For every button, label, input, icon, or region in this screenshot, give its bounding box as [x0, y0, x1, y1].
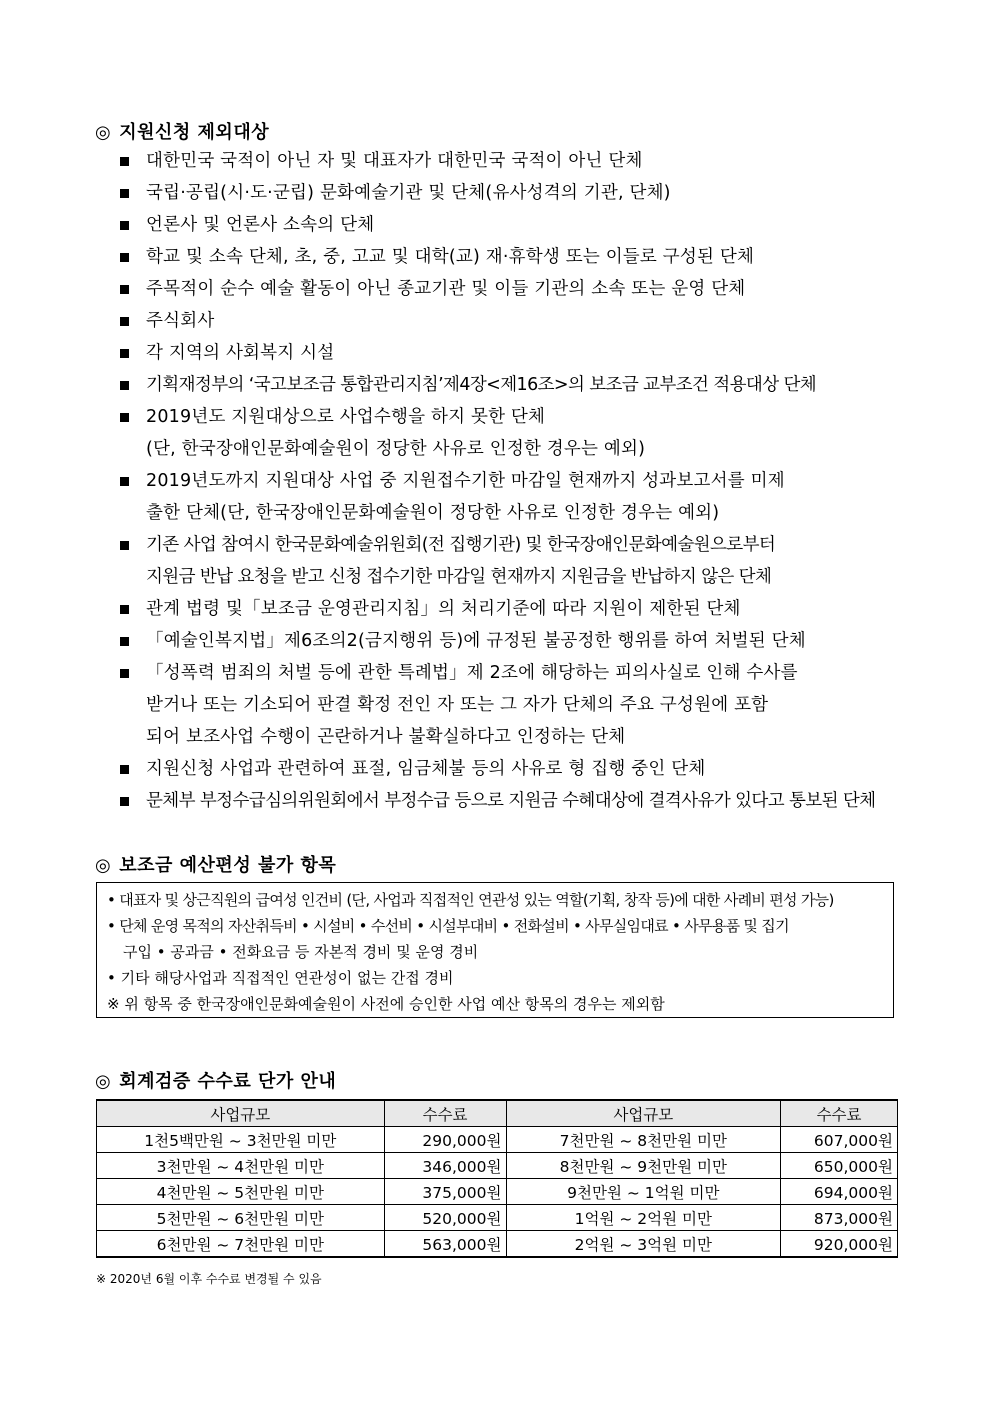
fee-cell: 607,000원	[781, 1127, 898, 1153]
square-bullet-icon	[120, 765, 129, 774]
fee-cell: 375,000원	[384, 1179, 506, 1205]
square-bullet-icon	[120, 253, 129, 262]
budget-line: 구입 • 공과금 • 전화요금 등 자본적 경비 및 운영 경비	[123, 943, 479, 961]
exclusion-item	[118, 593, 908, 625]
double-circle-icon: ◎	[95, 122, 112, 143]
budget-note: ※ 위 항목 중 한국장애인문화예술원이 사전에 승인한 사업 예산 항목의 경우는 제외함	[107, 995, 665, 1013]
square-bullet-icon	[120, 221, 129, 230]
budget-items-box	[96, 882, 894, 1018]
table-row	[97, 1231, 898, 1258]
exclusion-item-text: 지원금 반납 요청을 받고 신청 접수기한 마감일 현재까지 지원금을 반납하지 않은 단체	[146, 567, 772, 587]
header-business-scale: 사업규모	[506, 1100, 781, 1127]
square-bullet-icon	[120, 413, 129, 422]
exclusion-item	[118, 273, 908, 305]
square-bullet-icon	[120, 285, 129, 294]
exclusion-item-text: 되어 보조사업 수행이 곤란하거나 불확실하다고 인정하는 단체	[146, 727, 626, 747]
square-bullet-icon	[120, 317, 129, 326]
table-row	[97, 1153, 898, 1179]
fee-cell: 520,000원	[384, 1205, 506, 1231]
square-bullet-icon	[120, 381, 129, 390]
double-circle-icon: ◎	[95, 1071, 112, 1092]
exclusion-item-text: 대한민국 국적이 아닌 자 및 대표자가 대한민국 국적이 아닌 단체	[146, 151, 643, 171]
exclusion-item	[118, 305, 908, 337]
exclusion-item	[118, 753, 908, 785]
business-scale-cell: 2억원 ~ 3억원 미만	[506, 1231, 781, 1258]
table-row	[97, 1127, 898, 1153]
exclusion-item-text: 2019년도 지원대상으로 사업수행을 하지 못한 단체	[146, 407, 546, 427]
fee-table-body	[97, 1127, 898, 1258]
exclusion-item	[118, 401, 908, 465]
business-scale-cell: 6천만원 ~ 7천만원 미만	[97, 1231, 385, 1258]
fee-cell: 346,000원	[384, 1153, 506, 1179]
budget-line: • 단체 운영 목적의 자산취득비 • 시설비 • 수선비 • 시설부대비 • 전화설비 • 사무실임대료 • 사무용품 및 집기	[107, 917, 789, 935]
square-bullet-icon	[120, 605, 129, 614]
business-scale-cell: 1억원 ~ 2억원 미만	[506, 1205, 781, 1231]
exclusion-item-text: 언론사 및 언론사 소속의 단체	[146, 215, 375, 235]
exclusion-item-text: 받거나 또는 기소되어 판결 확정 전인 자 또는 그 자가 단체의 주요 구성원에 포함	[146, 695, 769, 715]
exclusion-item	[118, 177, 908, 209]
fee-cell: 873,000원	[781, 1205, 898, 1231]
fee-cell: 563,000원	[384, 1231, 506, 1258]
fee-cell: 290,000원	[384, 1127, 506, 1153]
exclusion-item-text: 문체부 부정수급심의위원회에서 부정수급 등으로 지원금 수혜대상에 결격사유가 있다고 통보된 단체	[146, 791, 876, 811]
business-scale-cell: 7천만원 ~ 8천만원 미만	[506, 1127, 781, 1153]
business-scale-cell: 9천만원 ~ 1억원 미만	[506, 1179, 781, 1205]
business-scale-cell: 8천만원 ~ 9천만원 미만	[506, 1153, 781, 1179]
fee-table	[96, 1099, 898, 1258]
exclusion-item-text: 국립·공립(시·도·군립) 문화예술기관 및 단체(유사성격의 기관, 단체)	[146, 183, 671, 203]
header-fee: 수수료	[781, 1100, 898, 1127]
business-scale-cell: 3천만원 ~ 4천만원 미만	[97, 1153, 385, 1179]
square-bullet-icon	[120, 157, 129, 166]
fee-cell: 650,000원	[781, 1153, 898, 1179]
fee-cell: 694,000원	[781, 1179, 898, 1205]
exclusion-item	[118, 241, 908, 273]
square-bullet-icon	[120, 637, 129, 646]
business-scale-cell: 1천5백만원 ~ 3천만원 미만	[97, 1127, 385, 1153]
exclusion-item-text: 학교 및 소속 단체, 초, 중, 고교 및 대학(교) 재·휴학생 또는 이들로 구성된 단체	[146, 247, 755, 267]
fee-title-text: 회계검증 수수료 단가 안내	[119, 1071, 337, 1092]
table-row	[97, 1179, 898, 1205]
exclusion-item	[118, 209, 908, 241]
budget-line: • 대표자 및 상근직원의 급여성 인건비 (단, 사업과 직접적인 연관성 있는 역할(기획, 창작 등)에 대한 사례비 편성 가능)	[107, 891, 834, 909]
exclusion-item	[118, 625, 908, 657]
exclusion-item	[118, 785, 908, 817]
square-bullet-icon	[120, 349, 129, 358]
exclusion-item	[118, 337, 908, 369]
exclusion-item-text: 주식회사	[146, 311, 215, 331]
exclusion-item-text: (단, 한국장애인문화예술원이 정당한 사유로 인정한 경우는 예외)	[146, 439, 646, 459]
exclusion-list	[118, 145, 908, 817]
exclusion-item	[118, 145, 908, 177]
exclusion-item-text: 기존 사업 참여시 한국문화예술위원회(전 집행기관) 및 한국장애인문화예술원으로부터	[146, 535, 776, 555]
exclusion-item-text: 관계 법령 및「보조금 운영관리지침」의 처리기준에 따라 지원이 제한된 단체	[146, 599, 741, 619]
square-bullet-icon	[120, 477, 129, 486]
exclusion-item-text: 출한 단체(단, 한국장애인문화예술원이 정당한 사유로 인정한 경우는 예외)	[146, 503, 720, 523]
exclusion-item-text: 기획재정부의 ‘국고보조금 통합관리지침’제4장<제16조>의 보조금 교부조건 적용대상 단체	[146, 375, 817, 395]
exclusion-item	[118, 657, 908, 753]
business-scale-cell: 5천만원 ~ 6천만원 미만	[97, 1205, 385, 1231]
exclusion-section-title	[95, 118, 269, 144]
business-scale-cell: 4천만원 ~ 5천만원 미만	[97, 1179, 385, 1205]
square-bullet-icon	[120, 669, 129, 678]
exclusion-item	[118, 529, 908, 593]
fee-footnote: ※ 2020년 6월 이후 수수료 변경될 수 있음	[96, 1272, 322, 1286]
square-bullet-icon	[120, 189, 129, 198]
exclusion-title-text: 지원신청 제외대상	[119, 122, 270, 143]
exclusion-item	[118, 465, 908, 529]
fee-section-title	[95, 1067, 336, 1093]
square-bullet-icon	[120, 541, 129, 550]
exclusion-item-text: 지원신청 사업과 관련하여 표절, 임금체불 등의 사유로 형 집행 중인 단체	[146, 759, 706, 779]
exclusion-item-text: 「성폭력 범죄의 처벌 등에 관한 특례법」제 2조에 해당하는 피의사실로 인해 수사를	[146, 663, 798, 683]
exclusion-item-text: 「예술인복지법」제6조의2(금지행위 등)에 규정된 불공정한 행위를 하여 처벌된 단체	[146, 631, 806, 651]
fee-table-header-row	[97, 1100, 898, 1127]
square-bullet-icon	[120, 797, 129, 806]
header-business-scale: 사업규모	[97, 1100, 385, 1127]
exclusion-item-text: 주목적이 순수 예술 활동이 아닌 종교기관 및 이들 기관의 소속 또는 운영 단체	[146, 279, 746, 299]
budget-line: • 기타 해당사업과 직접적인 연관성이 없는 간접 경비	[107, 969, 454, 987]
table-row	[97, 1205, 898, 1231]
exclusion-item-text: 2019년도까지 지원대상 사업 중 지원접수기한 마감일 현재까지 성과보고서를 미제	[146, 471, 785, 491]
exclusion-item-text: 각 지역의 사회복지 시설	[146, 343, 335, 363]
exclusion-item	[118, 369, 908, 401]
budget-section-title	[95, 851, 336, 877]
fee-cell: 920,000원	[781, 1231, 898, 1258]
header-fee: 수수료	[384, 1100, 506, 1127]
double-circle-icon: ◎	[95, 855, 112, 876]
budget-title-text: 보조금 예산편성 불가 항목	[119, 855, 337, 876]
